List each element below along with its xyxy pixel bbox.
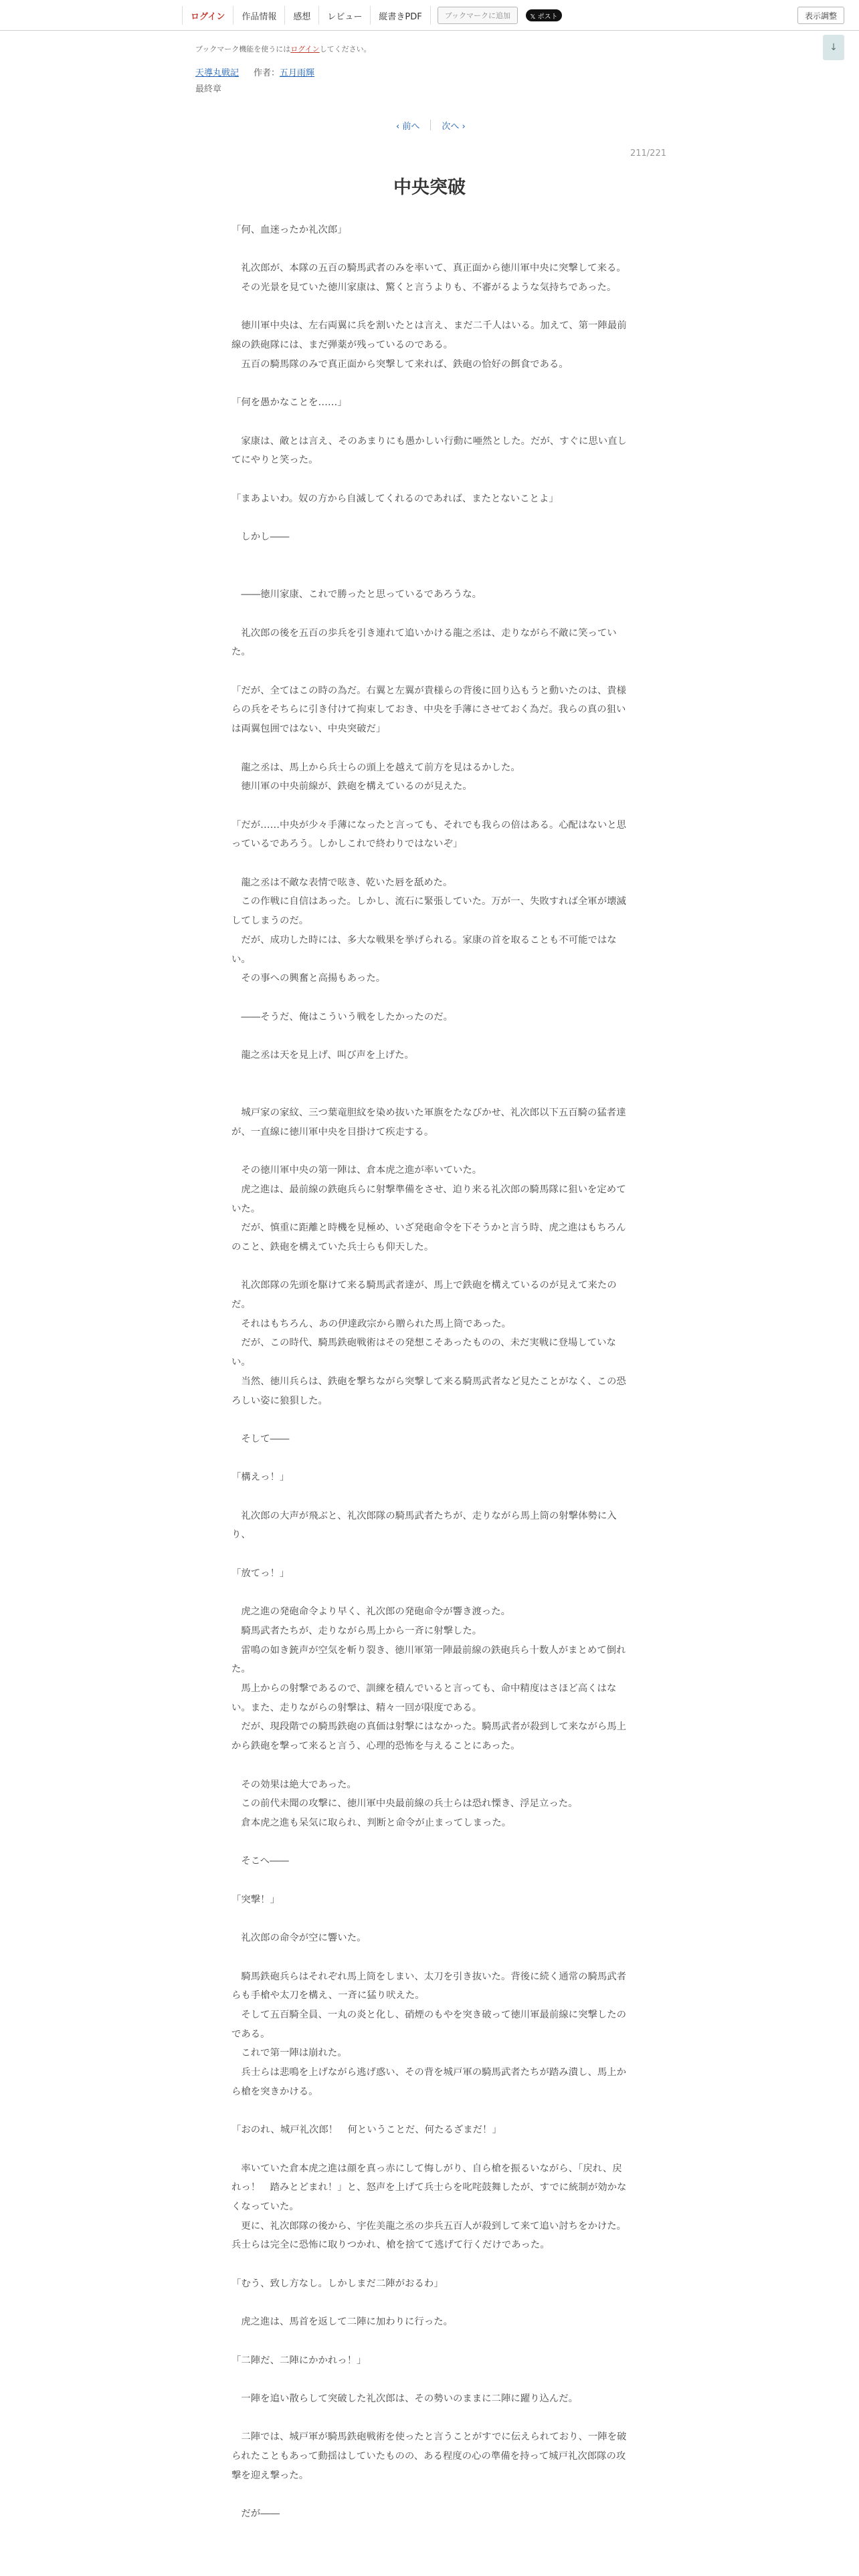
body-paragraph — [231, 854, 629, 873]
body-paragraph — [231, 2293, 629, 2313]
body-paragraph — [231, 1065, 629, 1085]
episode-number: 211/221 — [630, 148, 666, 158]
body-paragraph — [231, 1027, 629, 1046]
arrow-down-icon: ↓ — [830, 42, 838, 53]
body-paragraph: ――徳川家康、これで勝ったと思っているであろうな。 — [231, 589, 482, 601]
body-paragraph — [231, 1142, 629, 1161]
body-paragraph — [231, 1909, 629, 1929]
body-paragraph: 「二陣だ、二陣にかかれっ！」 — [231, 2355, 367, 2366]
body-paragraph — [231, 1449, 629, 1469]
body-paragraph: 「だが、全てはこの時の為だ。右翼と左翼が貴様らの背後に回り込もうと動いたのは、貴様らの兵をそちらに引き付けて拘束しておき、中央を手薄にさせておく為だ。我らの真の狙いは両翼包囲ではない、中央突破だ」 — [231, 685, 627, 735]
login-link[interactable]: ログイン — [183, 6, 233, 25]
work-info-link[interactable]: 作品情報 — [233, 6, 285, 25]
body-paragraph: 率いていた倉本虎之進は顔を真っ赤にして悔しがり、自ら槍を振るいながら、「戻れ、戻れっ！ 踏みとどまれ！」と、怒声を上げて兵士らを叱咤鼓舞したが、すでに統制が効かなくなっていた。 — [231, 2163, 627, 2212]
add-bookmark-button[interactable]: ブックマークに追加 — [438, 7, 518, 24]
body-paragraph — [231, 374, 629, 394]
body-paragraph: 礼次郎の大声が飛ぶと、礼次郎隊の騎馬武者たちが、走りながら馬上筒の射撃体勢に入り、 — [231, 1510, 617, 1541]
body-paragraph: 徳川軍中央は、左右両翼に兵を割いたとは言え、まだ二千人はいる。加えて、第一陣最前線の鉄砲隊には、まだ弾薬が残っているのである。 — [231, 320, 627, 351]
body-paragraph — [231, 1410, 629, 1430]
body-paragraph: 「何を愚かなことを……」 — [231, 397, 347, 409]
body-paragraph — [231, 1084, 629, 1103]
scroll-down-button[interactable] — [823, 35, 844, 60]
novel-body — [231, 221, 629, 2524]
display-settings-button[interactable]: 表示調整 — [797, 7, 844, 24]
body-paragraph: だが、この時代、騎馬鉄砲戦術はその発想こそあったものの、未だ実戦に登場していない。 — [231, 1337, 616, 1368]
body-paragraph: 一陣を追い散らして突破した礼次郎は、その勢いのままに二陣に躍り込んだ。 — [231, 2393, 579, 2404]
vertical-pdf-link[interactable]: 縦書きPDF — [371, 6, 430, 25]
body-paragraph: その光景を見ていた徳川家康は、驚くと言うよりも、不審がるような気持ちであった。 — [231, 282, 617, 294]
body-paragraph: 更に、礼次郎隊の後から、宇佐美龍之丞の歩兵五百人が殺到して来て追い討ちをかけた。兵士らは完全に恐怖に取りつかれ、槍を捨てて逃げて行くだけであった。 — [231, 2220, 627, 2251]
notice-prefix: ブックマーク機能を使うには — [195, 45, 291, 53]
body-paragraph: 虎之進の発砲命令より早く、礼次郎の発砲命令が響き渡った。 — [231, 1606, 511, 1618]
body-paragraph: 虎之進は、馬首を返して二陣に加わりに行った。 — [231, 2317, 453, 2328]
body-paragraph: 龍之丞は不敵な表情で呟き、乾いた唇を舐めた。 — [231, 877, 453, 888]
body-paragraph: 家康は、敵とは言え、そのあまりにも愚かしい行動に唖然とした。だが、すぐに思い直してにやりと笑った。 — [231, 435, 627, 466]
author-link[interactable]: 五月雨輝 — [280, 68, 315, 78]
body-paragraph: 城戸家の家紋、三つ葉竜胆紋を染め抜いた軍旗をたなびかせ、礼次郎以下五百騎の猛者達が、一直線に徳川軍中央を目掛けて疾走する。 — [231, 1107, 626, 1138]
body-paragraph: 当然、徳川兵らは、鉄砲を撃ちながら突撃して来る騎馬武者など見たことがなく、この恐ろしい姿に狼狽した。 — [231, 1376, 626, 1406]
body-paragraph: その事への興奮と高揚もあった。 — [231, 973, 386, 984]
body-paragraph: 騎馬武者たちが、走りながら馬上から一斉に射撃した。 — [231, 1625, 482, 1636]
body-paragraph: 礼次郎が、本隊の五百の騎馬武者のみを率いて、真正面から徳川軍中央に突撃して来る。 — [231, 263, 626, 274]
notice-suffix: してください。 — [319, 45, 371, 53]
body-paragraph: 「だが……中央が少々手薄になったと言っても、それでも我らの倍はある。心配はないと思っているであろう。しかしこれで終わりではないぞ」 — [231, 819, 627, 850]
x-share-button[interactable]: 𝕏 ポスト — [526, 9, 562, 21]
body-paragraph: 「まあよいわ。奴の方から自滅してくれるのであれば、またとないことよ」 — [231, 493, 559, 504]
meta-line — [195, 66, 314, 82]
body-paragraph — [231, 1833, 629, 1852]
body-paragraph: 雷鳴の如き銃声が空気を斬り裂き、徳川軍第一陣最前線の鉄砲兵ら十数人がまとめて倒れた。 — [231, 1644, 626, 1675]
body-paragraph: 「何、血迷ったか礼次郎」 — [231, 225, 347, 235]
body-paragraph — [231, 298, 629, 317]
body-paragraph: 二陣では、城戸軍が騎馬鉄砲戦術を使ったと言うことがすでに伝えられており、一陣を破られたこともあって動揺はしていたものの、ある程度の心の準備を持って城戸礼次郎隊の攻撃を迎え撃った。 — [231, 2432, 627, 2481]
body-paragraph — [231, 566, 629, 586]
body-paragraph: この作戦に自信はあった。しかし、流石に緊張していた。万が一、失敗すれば全軍が壊滅してしまうのだ。 — [231, 896, 626, 927]
body-paragraph: この前代未聞の攻撃に、徳川軍中央最前線の兵士らは恐れ慄き、浮足立った。 — [231, 1798, 578, 1810]
body-paragraph: 虎之進は、最前線の鉄砲兵らに射撃準備をさせ、迫り来る礼次郎の騎馬隊に狙いを定めていた。 — [231, 1184, 626, 1214]
body-paragraph — [231, 1871, 629, 1891]
body-paragraph — [231, 1584, 629, 1603]
body-paragraph — [231, 1545, 629, 1564]
body-paragraph: 礼次郎隊の先頭を駆けて来る騎馬武者達が、馬上で鉄砲を構えているのが見えて来たのだ。 — [231, 1280, 617, 1311]
body-paragraph: これで第一陣は崩れた。 — [231, 2048, 347, 2059]
body-paragraph: 騎馬鉄砲兵らはそれぞれ馬上筒をしまい、太刀を引き抜いた。背後に続く通常の騎馬武者らも手槍や太刀を構え、一斉に猛り吠えた。 — [231, 1971, 627, 2002]
notice-login-link[interactable]: ログイン — [290, 45, 320, 53]
body-paragraph — [231, 413, 629, 432]
body-paragraph: 五百の騎馬隊のみで真正面から突撃して来れば、鉄砲の恰好の餌食である。 — [231, 358, 569, 370]
body-paragraph: 礼次郎の命令が空に響いた。 — [231, 1933, 367, 1944]
episode-title: 中央突破 — [393, 177, 466, 198]
top-nav — [182, 6, 562, 25]
body-paragraph: 龍之丞は天を見上げ、叫び声を上げた。 — [231, 1050, 414, 1061]
body-paragraph: 馬上からの射撃であるので、訓練を積んでいると言っても、命中精度はさほど高くはない。また、走りながらの射撃は、精々一回が限度である。 — [231, 1683, 617, 1713]
prev-episode-link[interactable]: ‹ 前へ — [396, 121, 420, 132]
body-paragraph: しかし―― — [231, 532, 290, 543]
body-paragraph — [231, 605, 629, 624]
bookmark-login-notice — [195, 43, 371, 54]
body-paragraph — [231, 240, 629, 259]
chapter-title: 最終章 — [195, 84, 222, 94]
body-paragraph: ――そうだ、俺はこういう戦をしたかったのだ。 — [231, 1011, 453, 1023]
episode-pager — [385, 118, 476, 132]
body-paragraph: だが、成功した時には、多大な戦果を挙げられる。家康の首を取ることも不可能ではない。 — [231, 934, 617, 965]
body-paragraph — [231, 1487, 629, 1507]
top-navigation-bar — [0, 0, 859, 31]
body-paragraph — [231, 1257, 629, 1277]
body-paragraph: 「おのれ、城戸礼次郎！ 何ということだ、何たるざまだ！」 — [231, 2125, 502, 2136]
body-paragraph — [231, 470, 629, 490]
body-paragraph — [231, 988, 629, 1008]
body-paragraph: そして五百騎全員、一丸の炎と化し、硝煙のもやを突き破って徳川軍最前線に突撃したのである。 — [231, 2009, 627, 2040]
body-paragraph: 「むう、致し方なし。しかしまだ二陣がおるわ」 — [231, 2278, 444, 2289]
body-paragraph: 龍之丞は、馬上から兵士らの頭上を越えて前方を見はるかした。 — [231, 762, 520, 773]
body-paragraph: 「突撃！」 — [231, 1894, 280, 1905]
next-episode-link[interactable]: 次へ › — [442, 121, 466, 132]
body-paragraph — [231, 1756, 629, 1776]
body-paragraph — [231, 2409, 629, 2428]
body-paragraph: だが、慎重に距離と時機を見極め、いざ発砲命令を下そうかと言う時、虎之進はもちろんのこと、鉄砲を構えていた兵士らも仰天した。 — [231, 1222, 626, 1253]
body-paragraph — [231, 2370, 629, 2389]
body-paragraph: 兵士らは悲鳴を上げながら逃げ惑い、その背を城戸軍の騎馬武者たちが踏み潰し、馬上から槍を突きかける。 — [231, 2067, 627, 2097]
body-paragraph — [231, 508, 629, 528]
review-link[interactable]: レビュー — [319, 6, 371, 25]
body-paragraph: そこへ―― — [231, 1856, 289, 1867]
body-paragraph: だが―― — [231, 2508, 280, 2520]
body-paragraph: その徳川軍中央の第一陣は、倉本虎之進が率いていた。 — [231, 1165, 482, 1176]
body-paragraph — [231, 2140, 629, 2159]
body-paragraph — [231, 547, 629, 566]
body-paragraph — [231, 796, 629, 816]
body-paragraph: 徳川軍の中央前線が、鉄砲を構えているのが見えた。 — [231, 781, 472, 792]
body-paragraph — [231, 739, 629, 758]
body-paragraph: 「放てっ！」 — [231, 1568, 290, 1579]
body-paragraph: 礼次郎の後を五百の歩兵を引き連れて追いかける龍之丞は、走りながら不敵に笑っていた。 — [231, 627, 617, 658]
body-paragraph — [231, 2255, 629, 2274]
body-paragraph — [231, 1948, 629, 1967]
body-paragraph: だが、現段階での騎馬鉄砲の真価は射撃にはなかった。騎馬武者が殺到して来ながら馬上から鉄砲を撃って来ると言う、心理的恐怖を与えることにあった。 — [231, 1721, 627, 1752]
body-paragraph — [231, 662, 629, 681]
body-paragraph — [231, 2332, 629, 2351]
body-paragraph — [231, 2485, 629, 2504]
body-paragraph: 倉本虎之進も呆気に取られ、判断と命令が止まってしまった。 — [231, 1817, 512, 1828]
body-paragraph — [231, 2101, 629, 2121]
body-paragraph: そして―― — [231, 1433, 290, 1444]
body-paragraph: その効果は絶大であった。 — [231, 1779, 357, 1790]
novel-meta — [195, 66, 314, 98]
author-label: 作者： — [254, 68, 280, 78]
body-paragraph: 「構えっ！」 — [231, 1472, 290, 1483]
series-title-link[interactable]: 天導丸戦記 — [195, 68, 240, 78]
body-paragraph: それはもちろん、あの伊達政宗から贈られた馬上筒であった。 — [231, 1318, 512, 1329]
impressions-link[interactable]: 感想 — [285, 6, 319, 25]
